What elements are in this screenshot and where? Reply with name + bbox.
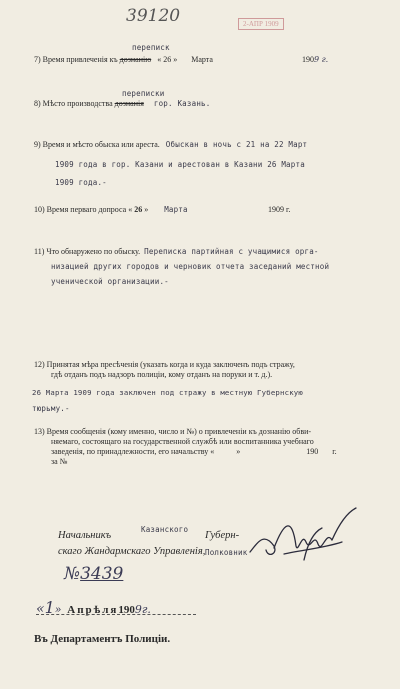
item13-label-line2: няемаго, состоящаго на государственной службѣ или воспитанника учебнаго [51, 437, 314, 446]
signature-rank: Полковник [205, 548, 248, 557]
item13-label-line1 [34, 427, 311, 437]
item7-day-open: « [157, 55, 162, 64]
item13-label-l3: заведенія, по принадлежности, его начальству « [51, 447, 215, 456]
item7-year [302, 55, 328, 65]
item7-day-close: » [173, 55, 178, 64]
date-stamp: 2-АПР 1909 [238, 18, 284, 30]
item13-label-l3c: 190 [306, 447, 319, 456]
item13-number: 13) [34, 427, 45, 436]
item7-overwrite: переписк [132, 43, 170, 52]
date-suffix: г. [141, 603, 151, 616]
date-day: 1 [44, 598, 55, 617]
item8-overwrite: переписки [122, 89, 165, 98]
item7-line [34, 55, 213, 65]
item9-label: Время и мѣсто обыска или ареста. [42, 140, 160, 149]
signature-title-line1 [58, 530, 111, 541]
date-month: Апрѣля [67, 604, 119, 616]
date-year: 9 [134, 603, 142, 616]
item9-text-line3: 1909 года.- [55, 178, 107, 187]
item8-line [34, 99, 210, 109]
handwritten-signature [244, 502, 364, 574]
item12-text-line2: тюрьму.- [32, 404, 70, 413]
item10-month: Марта [164, 205, 188, 214]
item11-line1 [34, 247, 319, 257]
item11-label: Что обнаружено по обыску. [46, 247, 141, 256]
signature-title-a: Начальникъ [58, 530, 112, 541]
item8-number: 8) [34, 99, 41, 108]
outgoing-number [64, 564, 123, 584]
item10-label: Время перваго допроса « [46, 205, 133, 214]
item12-number: 12) [34, 360, 45, 369]
item7-month: Марта [191, 55, 213, 64]
item12-label-line2: гдѣ отданъ подъ надзоръ полиціи, кому отданъ на поруки и т. д.). [51, 370, 273, 379]
item13-label-line4: за № [51, 457, 68, 466]
date-close: » [54, 603, 62, 616]
item7-number: 7) [34, 55, 41, 64]
signature-typed-region: Казанского [141, 525, 189, 534]
item8-value: гор. Казань. [153, 99, 211, 108]
item9-line1 [34, 140, 307, 150]
item10-year: 1909 г. [268, 205, 291, 214]
item12-text-line1: 26 Марта 1909 года заключен под стражу в местную Губернскую [32, 388, 303, 397]
item13-label-l3d: г. [332, 447, 337, 456]
item7-label: Время привлеченія къ [42, 55, 118, 64]
item11-number: 11) [34, 247, 45, 256]
item9-text-line1: Обыскан в ночь с 21 на 22 Март [165, 140, 308, 149]
signature-title-line2: скаго Жандармскаго Управленія, [58, 546, 206, 557]
item7-year-suffix: 9 г. [314, 55, 329, 64]
item7-year-prefix: 190 [302, 55, 314, 64]
item8-label: Мѣсто производства [42, 99, 113, 108]
item9-number: 9) [34, 140, 41, 149]
date-year-prefix: 190 [118, 604, 135, 616]
item11-text-line2: низацией других городов и черновик отчета заседаний местной [51, 262, 330, 271]
item12-label: Принятая мѣра пресѣченія (указать когда и куда заключенъ подъ стражу, [46, 360, 295, 369]
item10-day: 26 [134, 205, 143, 214]
item7-struck-word: дознанію [119, 55, 152, 64]
item10-close: » [144, 205, 149, 214]
item12-label-line1 [34, 360, 295, 370]
item11-text-line3: ученической организации.- [51, 277, 169, 286]
item10-line [34, 205, 188, 215]
item13-label-l1: Время сообщенія (кому именно, число и №) о привлеченіи къ дознанію обви- [46, 427, 312, 436]
date-underline [36, 614, 196, 615]
item10-number: 10) [34, 205, 45, 214]
outgoing-number-prefix: № [64, 564, 81, 584]
item7-day: 26 [163, 55, 172, 64]
document-number: 39120 [126, 6, 181, 26]
addressee: Въ Департаментъ Полиціи. [34, 633, 171, 645]
item13-label-line3 [51, 447, 337, 457]
item13-label-l3b: » [236, 447, 241, 456]
item9-text-line2: 1909 года в гор. Казани и арестован в Казани 26 Марта [55, 160, 305, 169]
outgoing-number-value: 3439 [80, 564, 124, 584]
signature-title-b: Губерн- [205, 530, 240, 541]
item11-text-line1: Переписка партийная с учащимися орга- [144, 247, 319, 256]
date-open: « [36, 601, 45, 617]
item8-struck-word: дознанія [114, 99, 144, 108]
